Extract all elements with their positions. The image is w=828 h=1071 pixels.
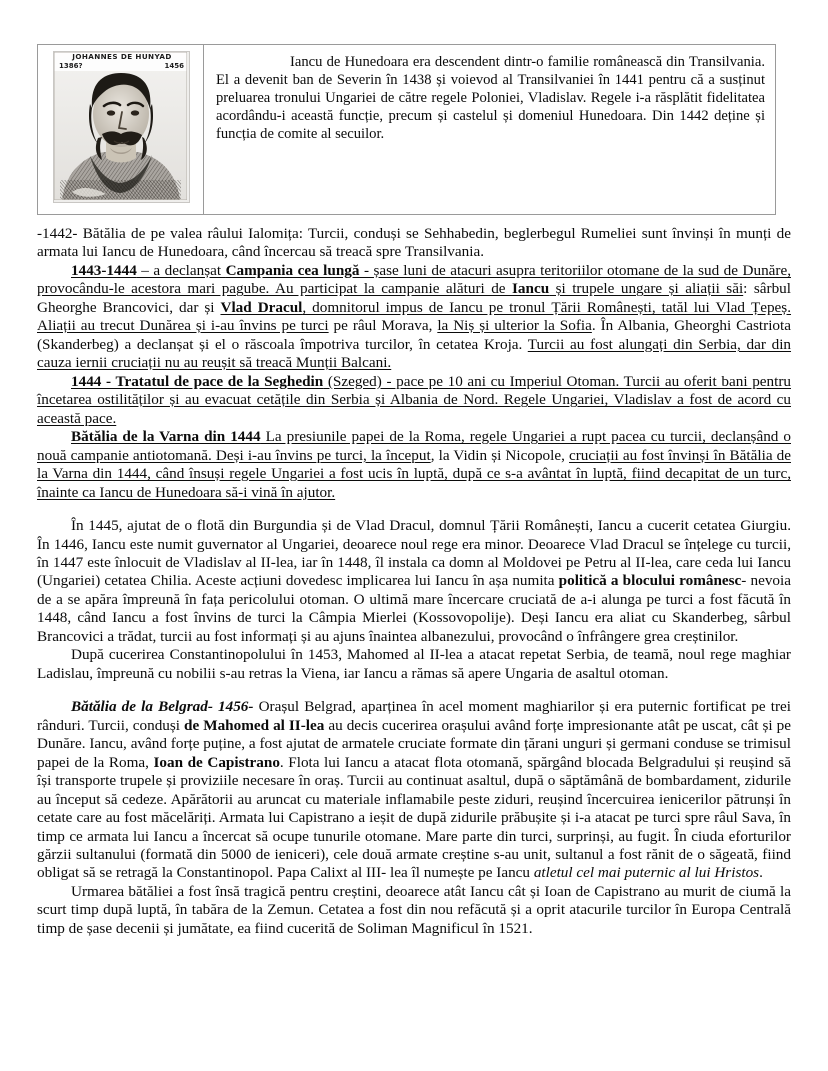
- text-seghedin: (Szeged) - pace pe 10 ani cu Imperiul Otoman. Turcii au oferit bani pentru încetarea ostilităților și au evacuat cetățile din Serbia și Albania de Nord. Regele Ungariei, Vladislav a fost de acord cu această pace.: [37, 372, 791, 427]
- paragraph-urmarea: Urmarea bătăliei a fost însă tragică pentru creștini, deoarece atât Iancu cât și Ioan de Capistrano au murit de ciumă la scurt timp după luptă, în tabăra de la Zemun. Cetatea a fost din nou refăcută și a oprit atacurile turcilor în Europa Centrală timp de șase decenii și jumătate, ea fiind cucerită de Soliman Magnificul în 1521.: [37, 882, 791, 937]
- paragraph-1453: După cucerirea Constantinopolului în 1453, Mahomed al II-lea a atacat repetat Serbia, de teamă, noul rege maghiar Ladislau, împreună cu nobilii s-au retras la Viena, iar Iancu a rămas să apere Ungaria de asaltul otoman.: [37, 646, 791, 682]
- paragraph-1443-1444: [37, 262, 791, 373]
- engraving-illustration: [54, 52, 187, 200]
- portrait-cell: [38, 45, 204, 215]
- seg-e-1443: , domnitorul impus de Iancu pe tronul Țării Românești, tatăl lui Vlad Țepeș. Aliații au trecut Dunărea și i-au învins pe turci: [37, 298, 792, 335]
- campaign-name: Campania cea lungă: [225, 261, 360, 279]
- seg-a-belgrad: Orașul Belgrad, aparținea în acel moment maghiarilor și era puternic fortificat pe trei rânduri. Turcii, conduși: [37, 698, 791, 734]
- paragraph-1445: [37, 517, 791, 646]
- portrait-year-death: 1456: [164, 62, 184, 70]
- text-1442: Bătălia de pe valea râului Ialomița: Turcii, conduși se Sehhabedin, beglerbegul Rumeliei sunt învinși în munți de armata lui Iancu de Hunedoara, când încercau să treacă spre Transilvania.: [37, 225, 791, 261]
- seg-d-belgrad: .: [759, 864, 763, 882]
- mahomed-name: de Mahomed al II-lea: [184, 716, 325, 734]
- seg-b-varna: , la Vidin și Nicopole,: [430, 446, 569, 464]
- paragraph-seghedin: [37, 373, 791, 428]
- seg-c-varna: cruciații au fost învinși în Bătălia de la Varna din 1444, când însuși regele Ungariei a fost ucis în luptă, după ce s-a avântat în luptă, fiind decapitat de un turc, înainte ca Iancu de Hunedoara să-i vină în ajutor.: [37, 446, 791, 501]
- seg-b-1445: - nevoia de a se apăra împreună în fața pericolului otoman. O ultimă mare încercare cruciată de a-i alunga pe turci a fost făcută în 1448, când Iancu a fost învins de turci la Câmpia Mierlei (Kossovopolije). Deși Iancu era aliat cu Skanderbeg, sârbul Brancovici a trădat, turcii au fost informați și au ajuns înaintea albanezului, provocând o înfrângere grea creștinilor.: [37, 572, 791, 645]
- intro-cell: [204, 45, 776, 215]
- seg-a-varna: La presiunile papei de la Roma, regele Ungariei a rupt pacea cu turcii, declanșând o nouă campanie antiotomană. Deși i-au învins pe turci, la început: [37, 428, 791, 464]
- intro-paragraph: Iancu de Hunedoara era descendent dintr-o familie românească din Transilvania. El a devenit ban de Severin în 1438 și voievod al Transilvaniei în 1441 pentru că a susținut preluarea tronului Ungariei de către regele Poloniei, Vladislav. Regele i-a răsplătit fidelitatea acordându-i această funcție, precum și castelul și domeniul Hunedoara. Din 1442 deține și funcția de comite al secuilor.: [216, 54, 765, 143]
- portrait-image: [53, 51, 190, 203]
- seg-b-1443: - șase luni de atacuri asupra teritoriilor otomane de la sud de Dunăre, provocându-le acestora mari pagube. Au participat la campanie alături de: [37, 261, 791, 298]
- paragraph-belgrad: [37, 698, 791, 883]
- capistrano-name: Ioan de Capistrano: [153, 753, 280, 771]
- document-content: [37, 0, 791, 938]
- title-belgrad: Bătălia de la Belgrad- 1456-: [71, 698, 254, 716]
- term-politica-blocului: politică a blocului românesc: [558, 572, 742, 590]
- title-seghedin: 1444 - Tratatul de pace de la Seghedin: [71, 372, 324, 390]
- seg-d-1443: : sârbul Gheorghe Brancovici, dar și: [37, 280, 791, 316]
- paragraph-varna: [37, 428, 791, 502]
- portrait-caption-name: JOHANNES DE HUNYAD: [72, 52, 172, 61]
- seg-i-1443: Turcii au fost alungați din Serbia, dar din cauza iernii cruciații nu au reușit să treacă Munții Balcani.: [37, 335, 792, 372]
- seg-g-1443: la Niș și ulterior la Sofia: [437, 317, 592, 335]
- table-row: [38, 45, 776, 215]
- seg-c-1443: și trupele ungare și aliații săi: [549, 280, 744, 298]
- title-varna: Bătălia de la Varna din 1444: [71, 428, 261, 446]
- seg-c-belgrad: . Flota lui Iancu a atacat flota otomană, spărgând blocada Belgradului și reușind să își transporte trupele și proviziile necesare în oraș. Turcii au continuat asaltul, după o săptămână de bombardament, zidurile au început să cedeze. Apărătorii au aruncat cu materiale inflamabile peste ziduri, reușind încercuirea ienicerilor pătrunși în cetate care au fost măcelăriți. Armata lui Capistrano a ieșit de după zidurile prăbușite și i-a atacat pe turci spre râul Sava, în timp ce armata lui Iancu a încercat să ocupe tunurile otomane. Mare parte din turci, surprinși, au fugit. În ciuda eforturilor gărzii sultanului (formată din 5000 de ieniceri), cele două armate creștine s-au unit, sultanul a fost rănit de o săgeată, fiind obligat să se retragă la Constantinopol. Papa Calixt al III- lea îl numește pe Iancu: [37, 753, 791, 882]
- paragraph-1442: [37, 225, 791, 262]
- epithet-hristos: atletul cel mai puternic al lui Hristos: [533, 864, 760, 882]
- seg-f-1443: pe râul Morava,: [328, 317, 438, 335]
- iancu-name: Iancu: [512, 280, 550, 298]
- label-1442: -1442-: [37, 225, 83, 242]
- portrait-table: [37, 44, 776, 215]
- portrait-year-birth: 1386?: [59, 62, 83, 70]
- portrait-caption-years: [59, 62, 184, 70]
- seg-a-1445: În 1445, ajutat de o flotă din Burgundia și de Vlad Dracul, domnul Țării Românești, Iancu a cucerit cetatea Giurgiu. În 1446, Iancu este numit guvernator al Ungariei, deoarece noul rege era minor. Deoarece Vlad Dracul se înțelege cu turcii, în 1447 este înlocuit de Vladislav al II-lea, iar în 1448, îl instala ca domn al Moldovei pe Petru al II-lea, care ceda lui Iancu (Ungariei) cetatea Chilia. Aceste acțiuni dovedesc implicarea lui Iancu în așa numita: [37, 517, 791, 590]
- vlad-dracul-name: Vlad Dracul: [220, 298, 303, 316]
- seg-a-1443: – a declanșat: [136, 261, 226, 279]
- seg-h-1443: . În Albania, Gheorghi Castriota (Skanderbeg) a declanșat și el o răscoala împotriva turcilor, în cetatea Kroja.: [37, 317, 791, 353]
- seg-b-belgrad: au decis cucerirea orașului având forțe impresionante atât pe uscat, cât și pe Dunăre. Iancu, având forțe puține, a fost ajutat de armatele cruciate formate din țărani unguri și germani conduse se trimisul papei de la Roma,: [37, 716, 791, 771]
- date-1443-1444: 1443-1444: [71, 261, 137, 279]
